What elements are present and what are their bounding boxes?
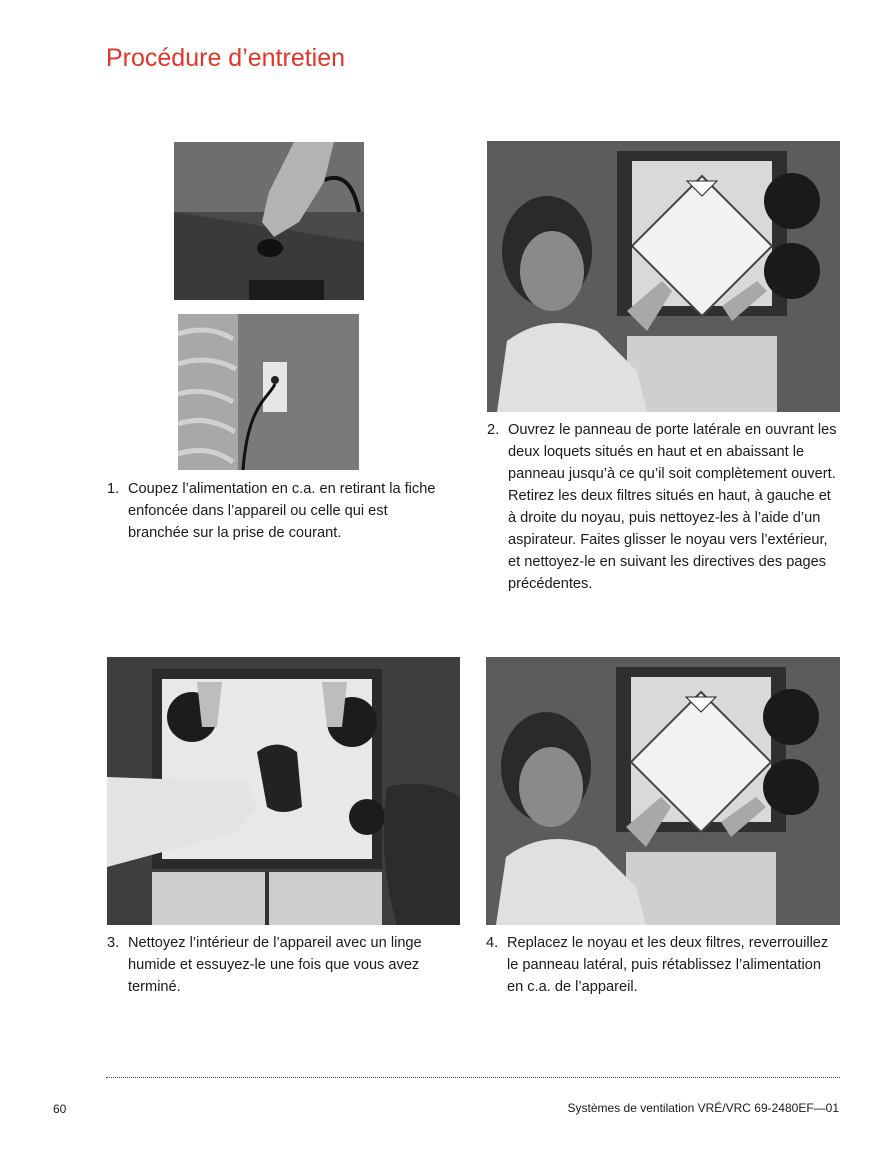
photo-unplug-hand bbox=[174, 142, 364, 300]
footer-divider bbox=[106, 1077, 840, 1078]
page-title: Procédure d’entretien bbox=[106, 44, 346, 72]
step-number: 4. bbox=[486, 935, 499, 951]
step-2 bbox=[487, 419, 840, 595]
step-number: 2. bbox=[487, 422, 500, 438]
photo-outlet bbox=[178, 314, 359, 470]
step-text: Replacez le noyau et les deux filtres, reverrouillez le panneau latéral, puis rétablissez l’alimentation en c.a. de l’appareil. bbox=[507, 935, 829, 995]
step-3 bbox=[107, 932, 437, 998]
step-1 bbox=[107, 478, 452, 544]
step-text: Nettoyez l’intérieur de l’appareil avec un linge humide et essuyez-le une fois que vous avez terminé. bbox=[128, 935, 422, 995]
footer-text: Systèmes de ventilation VRÉ/VRC 69-2480EF—01 bbox=[567, 1101, 839, 1115]
step-text: Ouvrez le panneau de porte latérale en ouvrant les deux loquets situés en haut et en abaissant le panneau jusqu’à ce qu’il soit complètement ouvert. Retirez les deux filtres situés en haut, à gauche et à droite du noyau, puis nettoyez-les à l’aide d’un aspirateur. Faites glisser le noyau vers l’extérieur, et nettoyez-le en suivant les directives des pages précédentes. bbox=[508, 422, 837, 592]
photo-wiping-interior bbox=[107, 657, 460, 925]
photo-opening-core bbox=[487, 141, 840, 412]
photo-replacing-core bbox=[486, 657, 840, 925]
step-4 bbox=[486, 932, 840, 998]
step-text: Coupez l’alimentation en c.a. en retirant la fiche enfoncée dans l’appareil ou celle qui est branchée sur la prise de courant. bbox=[128, 481, 436, 541]
step-number: 1. bbox=[107, 481, 120, 497]
step-number: 3. bbox=[107, 935, 120, 951]
page-number: 60 bbox=[53, 1102, 67, 1116]
